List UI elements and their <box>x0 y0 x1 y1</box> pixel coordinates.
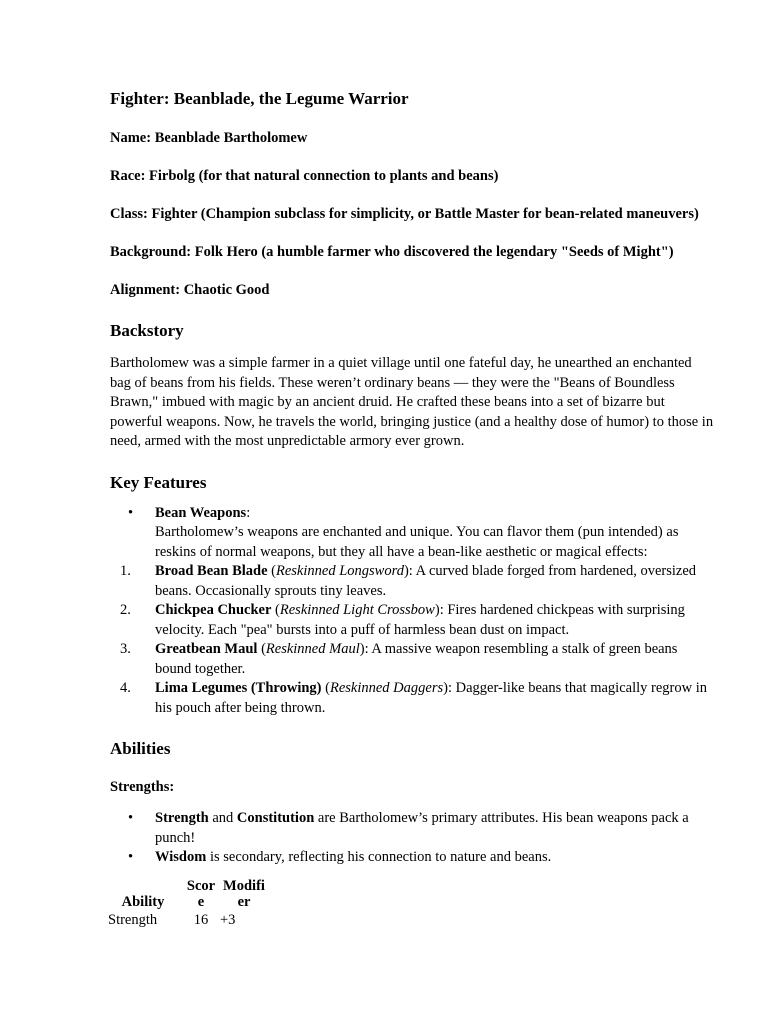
weapon-name: Lima Legumes (Throwing) <box>155 680 322 696</box>
weapon-desc: : A curved blade forged from hardened, oversized beans. Occasionally sprouts tiny leaves. <box>155 563 697 599</box>
ability-table <box>106 878 270 930</box>
key-features-list <box>110 504 715 563</box>
column-header: Ability <box>121 893 165 910</box>
weapon-reskin: Reskinned Daggers <box>329 680 444 696</box>
weapon-reskin: Reskinned Light Crossbow <box>279 602 435 618</box>
strengths-list <box>110 809 715 868</box>
weapon-reskin: Reskinned Maul <box>265 641 360 657</box>
weapon-desc: : Fires hardened chickpeas with surprising velocity. Each "pea" bursts into a puff of harmless bean dust on impact. <box>155 602 685 638</box>
table-cell: +3 <box>220 911 236 928</box>
bullet-icon: • <box>128 810 134 826</box>
strengths-label: Strengths: <box>110 779 175 795</box>
weapon-reskin: Reskinned Longsword <box>276 563 404 579</box>
weapons-list <box>110 562 715 718</box>
list-item: • Wisdom is secondary, reflecting his connection to nature and beans. <box>110 848 715 868</box>
column-header: Score <box>186 877 216 910</box>
list-item: 2. Chickpea Chucker (Reskinned Light Crossbow): Fires hardened chickpeas with surprising velocity. Each "pea" bursts into a puff of harmless bean dust on impact. <box>120 602 685 638</box>
list-item: • Strength and Constitution are Bartholomew’s primary attributes. His bean weapons pack a punch! <box>128 810 689 846</box>
alignment-field: Alignment: Chaotic Good <box>110 282 270 298</box>
column-header: Modifier <box>223 877 265 910</box>
list-item: 3. Greatbean Maul (Reskinned Maul): A massive weapon resembling a stalk of green beans bound together. <box>120 641 678 677</box>
page-title: Fighter: Beanblade, the Legume Warrior <box>110 89 409 108</box>
class-field: Class: Fighter (Champion subclass for simplicity, or Battle Master for bean-related maneuvers) <box>110 206 699 222</box>
backstory-heading: Backstory <box>110 321 184 340</box>
bean-weapons-title: Bean Weapons <box>155 504 247 521</box>
name-field: Name: Beanblade Bartholomew <box>110 130 308 146</box>
list-item: 4. Lima Legumes (Throwing) (Reskinned Daggers): Dagger-like beans that magically regrow in his pouch after being thrown. <box>120 680 707 716</box>
abilities-heading: Abilities <box>110 739 171 758</box>
weapon-name: Greatbean Maul <box>155 641 258 657</box>
key-features-heading: Key Features <box>110 472 207 492</box>
weapon-name: Chickpea Chucker <box>155 602 272 618</box>
list-item: 1. Broad Bean Blade (Reskinned Longsword): A curved blade forged from hardened, oversized beans. Occasionally sprouts tiny leaves. <box>120 563 697 599</box>
list-item: • Bean Weapons: Bartholomew’s weapons are enchanted and unique. You can flavor them (pun intended) as reskins of normal weapons, but they all have a bean-like aesthetic or magical effects: <box>128 504 679 560</box>
race-field: Race: Firbolg (for that natural connection to plants and beans) <box>110 168 499 184</box>
background-field: Background: Folk Hero (a humble farmer who discovered the legendary "Seeds of Might") <box>110 244 674 260</box>
bean-weapons-text: Bartholomew’s weapons are enchanted and unique. You can flavor them (pun intended) as reskins of normal weapons, but they all have a bean-like aesthetic or magical effects: <box>155 524 679 560</box>
bullet-icon: • <box>128 849 134 865</box>
weapon-desc: : A massive weapon resembling a stalk of green beans bound together. <box>155 641 678 677</box>
weapon-desc: : Dagger-like beans that magically regrow in his pouch after being thrown. <box>155 680 707 716</box>
table-cell: Strength <box>108 911 158 928</box>
bullet-icon: • <box>128 504 134 521</box>
weapon-name: Broad Bean Blade <box>155 563 268 579</box>
table-cell: 16 <box>193 911 209 928</box>
document-body <box>110 88 715 930</box>
table-header-row <box>106 878 270 910</box>
table-row <box>106 910 270 930</box>
backstory-text: Bartholomew was a simple farmer in a quiet village until one fateful day, he unearthed an enchanted bag of beans from his fields. These weren’t ordinary beans — they were the "Beans of Boundless Brawn," imbued with magic by an ancient druid. He crafted these beans into a set of bizarre but powerful weapons. Now, he travels the world, bringing justice (and a healthy dose of humor) to those in need, armed with the most unpredictable armory ever grown. <box>110 355 714 449</box>
